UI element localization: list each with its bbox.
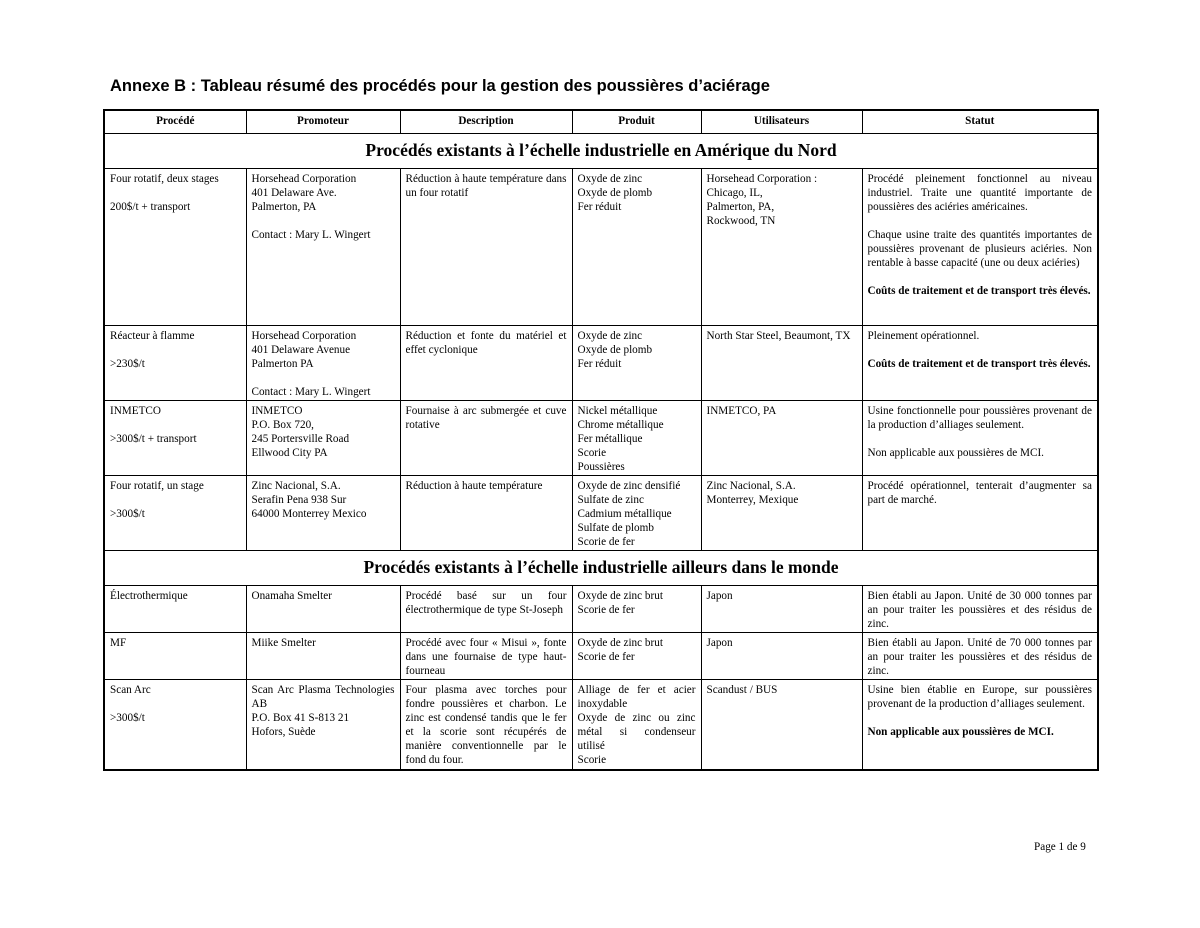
cell-procede xyxy=(104,401,246,476)
table-row xyxy=(104,326,1098,401)
section-row xyxy=(104,551,1098,586)
header-description: Description xyxy=(400,110,572,134)
cell-utilisateurs xyxy=(701,586,862,633)
cell-utilisateurs xyxy=(701,476,862,551)
table-header-row xyxy=(104,110,1098,134)
procede-name: Four rotatif, un stage xyxy=(110,480,204,492)
produit-list: Alliage de fer et acier inoxydable Oxyde de zinc ou zinc métal si condenseur utilisé Scorie xyxy=(577,684,696,766)
cell-statut xyxy=(862,586,1098,633)
utilisateurs-list: North Star Steel, Beaumont, TX xyxy=(706,330,851,342)
statut-paragraph: Pleinement opérationnel. xyxy=(867,330,980,342)
promoteur-address: Miike Smelter xyxy=(251,637,316,649)
procede-name: Four rotatif, deux stages xyxy=(110,173,219,185)
cell-utilisateurs xyxy=(701,633,862,680)
cell-produit xyxy=(572,586,701,633)
table-row xyxy=(104,586,1098,633)
statut-emphasis: Non applicable aux poussières de MCI. xyxy=(867,726,1054,738)
header-produit: Produit xyxy=(572,110,701,134)
statut-paragraph: Usine bien établie en Europe, sur poussières provenant de la production d’alliages seulement. xyxy=(867,684,1092,710)
cell-utilisateurs xyxy=(701,401,862,476)
spacer xyxy=(868,343,1093,357)
procede-name: Réacteur à flamme xyxy=(110,330,195,342)
table-row xyxy=(104,680,1098,770)
section-row xyxy=(104,134,1098,169)
cell-produit xyxy=(572,680,701,770)
statut-paragraph: Usine fonctionnelle pour poussières provenant de la production d’alliages seulement. xyxy=(867,405,1092,431)
cell-promoteur xyxy=(246,476,400,551)
utilisateurs-list: Horsehead Corporation : Chicago, IL, Palmerton, PA, Rockwood, TN xyxy=(706,173,818,227)
promoteur-address: Scan Arc Plasma Technologies AB P.O. Box 41 S-813 21 Hofors, Suède xyxy=(251,684,395,738)
cell-procede xyxy=(104,476,246,551)
cell-statut xyxy=(862,401,1098,476)
cell-description: Réduction et fonte du matériel et effet cyclonique xyxy=(400,326,572,401)
cell-utilisateurs xyxy=(701,680,862,770)
utilisateurs-list: INMETCO, PA xyxy=(706,405,777,417)
produit-list: Oxyde de zinc brut Scorie de fer xyxy=(577,637,663,663)
procede-cost: >230$/t xyxy=(110,358,145,370)
cell-statut xyxy=(862,326,1098,401)
cell-statut xyxy=(862,476,1098,551)
table-row xyxy=(104,169,1098,326)
cell-promoteur xyxy=(246,586,400,633)
spacer xyxy=(868,214,1093,228)
header-procede: Procédé xyxy=(104,110,246,134)
statut-emphasis: Coûts de traitement et de transport très élevés. xyxy=(867,358,1091,370)
procede-name: Scan Arc xyxy=(110,684,151,696)
statut-paragraph: Non applicable aux poussières de MCI. xyxy=(867,447,1044,459)
procede-cost: >300$/t xyxy=(110,712,145,724)
produit-list: Nickel métallique Chrome métallique Fer métallique Scorie Poussières xyxy=(577,405,664,473)
cell-procede xyxy=(104,633,246,680)
spacer xyxy=(110,418,241,432)
statut-paragraph: Procédé pleinement fonctionnel au niveau industriel. Traite une quantité importante de poussières des aciéries américaines. xyxy=(867,173,1092,213)
cell-description: Réduction à haute température dans un four rotatif xyxy=(400,169,572,326)
utilisateurs-list: Zinc Nacional, S.A. Monterrey, Mexique xyxy=(706,480,799,506)
promoteur-contact: Contact : Mary L. Wingert xyxy=(251,229,371,241)
cell-produit xyxy=(572,633,701,680)
produit-list: Oxyde de zinc Oxyde de plomb Fer réduit xyxy=(577,173,653,213)
promoteur-contact: Contact : Mary L. Wingert xyxy=(251,386,371,398)
cell-description: Réduction à haute température xyxy=(400,476,572,551)
spacer xyxy=(868,711,1093,725)
procede-name: Électrothermique xyxy=(110,590,188,602)
promoteur-address: INMETCO P.O. Box 720, 245 Portersville Road Ellwood City PA xyxy=(251,405,350,459)
cell-description: Procédé basé sur un four électrothermique de type St-Joseph xyxy=(400,586,572,633)
cell-description: Fournaise à arc submergée et cuve rotative xyxy=(400,401,572,476)
produit-list: Oxyde de zinc Oxyde de plomb Fer réduit xyxy=(577,330,653,370)
table-row xyxy=(104,401,1098,476)
spacer xyxy=(110,186,241,200)
promoteur-address: Onamaha Smelter xyxy=(251,590,332,602)
statut-paragraph: Bien établi au Japon. Unité de 30 000 tonnes par an pour traiter les poussières et des résidus de zinc. xyxy=(867,590,1092,630)
cell-statut xyxy=(862,633,1098,680)
cell-procede xyxy=(104,680,246,770)
cell-produit xyxy=(572,401,701,476)
spacer xyxy=(110,697,241,711)
utilisateurs-list: Scandust / BUS xyxy=(706,684,778,696)
cell-description: Procédé avec four « Misui », fonte dans une fournaise de type haut-fourneau xyxy=(400,633,572,680)
promoteur-address: Zinc Nacional, S.A. Serafin Pena 938 Sur 64000 Monterrey Mexico xyxy=(251,480,367,520)
header-statut: Statut xyxy=(862,110,1098,134)
spacer xyxy=(110,343,241,357)
cell-promoteur xyxy=(246,326,400,401)
cell-utilisateurs xyxy=(701,326,862,401)
procede-name: INMETCO xyxy=(110,405,161,417)
spacer xyxy=(252,214,395,228)
spacer xyxy=(252,371,395,385)
promoteur-address: Horsehead Corporation 401 Delaware Ave. Palmerton, PA xyxy=(251,173,357,213)
statut-paragraph: Bien établi au Japon. Unité de 70 000 tonnes par an pour traiter les poussières et des résidus de zinc. xyxy=(867,637,1092,677)
cell-statut xyxy=(862,169,1098,326)
statut-paragraph: Procédé opérationnel, tenterait d’augmenter sa part de marché. xyxy=(867,480,1092,506)
produit-list: Oxyde de zinc densifié Sulfate de zinc Cadmium métallique Sulfate de plomb Scorie de fer xyxy=(577,480,681,548)
spacer xyxy=(110,493,241,507)
procede-cost: >300$/t xyxy=(110,508,145,520)
promoteur-address: Horsehead Corporation 401 Delaware Avenue Palmerton PA xyxy=(251,330,357,370)
cell-promoteur xyxy=(246,680,400,770)
table-row xyxy=(104,633,1098,680)
produit-list: Oxyde de zinc brut Scorie de fer xyxy=(577,590,663,616)
statut-emphasis: Coûts de traitement et de transport très élevés. xyxy=(867,285,1091,297)
cell-procede xyxy=(104,586,246,633)
cell-description: Four plasma avec torches pour fondre poussières et charbon. Le zinc est condensé tandis que le fer et la scorie sont récupérés de manière conventionnelle par le fond du four. xyxy=(400,680,572,770)
spacer xyxy=(868,432,1093,446)
section-heading: Procédés existants à l’échelle industrielle en Amérique du Nord xyxy=(104,134,1098,169)
table-row xyxy=(104,476,1098,551)
section-heading: Procédés existants à l’échelle industrielle ailleurs dans le monde xyxy=(104,551,1098,586)
utilisateurs-list: Japon xyxy=(706,590,733,602)
header-promoteur: Promoteur xyxy=(246,110,400,134)
cell-produit xyxy=(572,169,701,326)
page-title: Annexe B : Tableau résumé des procédés pour la gestion des poussières d’aciérage xyxy=(110,77,770,95)
procede-cost: >300$/t + transport xyxy=(110,433,197,445)
statut-paragraph: Chaque usine traite des quantités importantes de poussières provenant de plusieurs aciéries. Non rentable à basse capacité (une ou deux aciéries) xyxy=(867,229,1092,269)
cell-promoteur xyxy=(246,169,400,326)
cell-promoteur xyxy=(246,401,400,476)
process-summary-table xyxy=(103,109,1099,771)
procede-name: MF xyxy=(110,637,127,649)
page-number: Page 1 de 9 xyxy=(1034,841,1086,853)
header-utilisateurs: Utilisateurs xyxy=(701,110,862,134)
cell-statut xyxy=(862,680,1098,770)
cell-promoteur xyxy=(246,633,400,680)
cell-procede xyxy=(104,169,246,326)
utilisateurs-list: Japon xyxy=(706,637,733,649)
spacer xyxy=(868,270,1093,284)
cell-produit xyxy=(572,326,701,401)
cell-utilisateurs xyxy=(701,169,862,326)
cell-procede xyxy=(104,326,246,401)
procede-cost: 200$/t + transport xyxy=(110,201,191,213)
cell-produit xyxy=(572,476,701,551)
